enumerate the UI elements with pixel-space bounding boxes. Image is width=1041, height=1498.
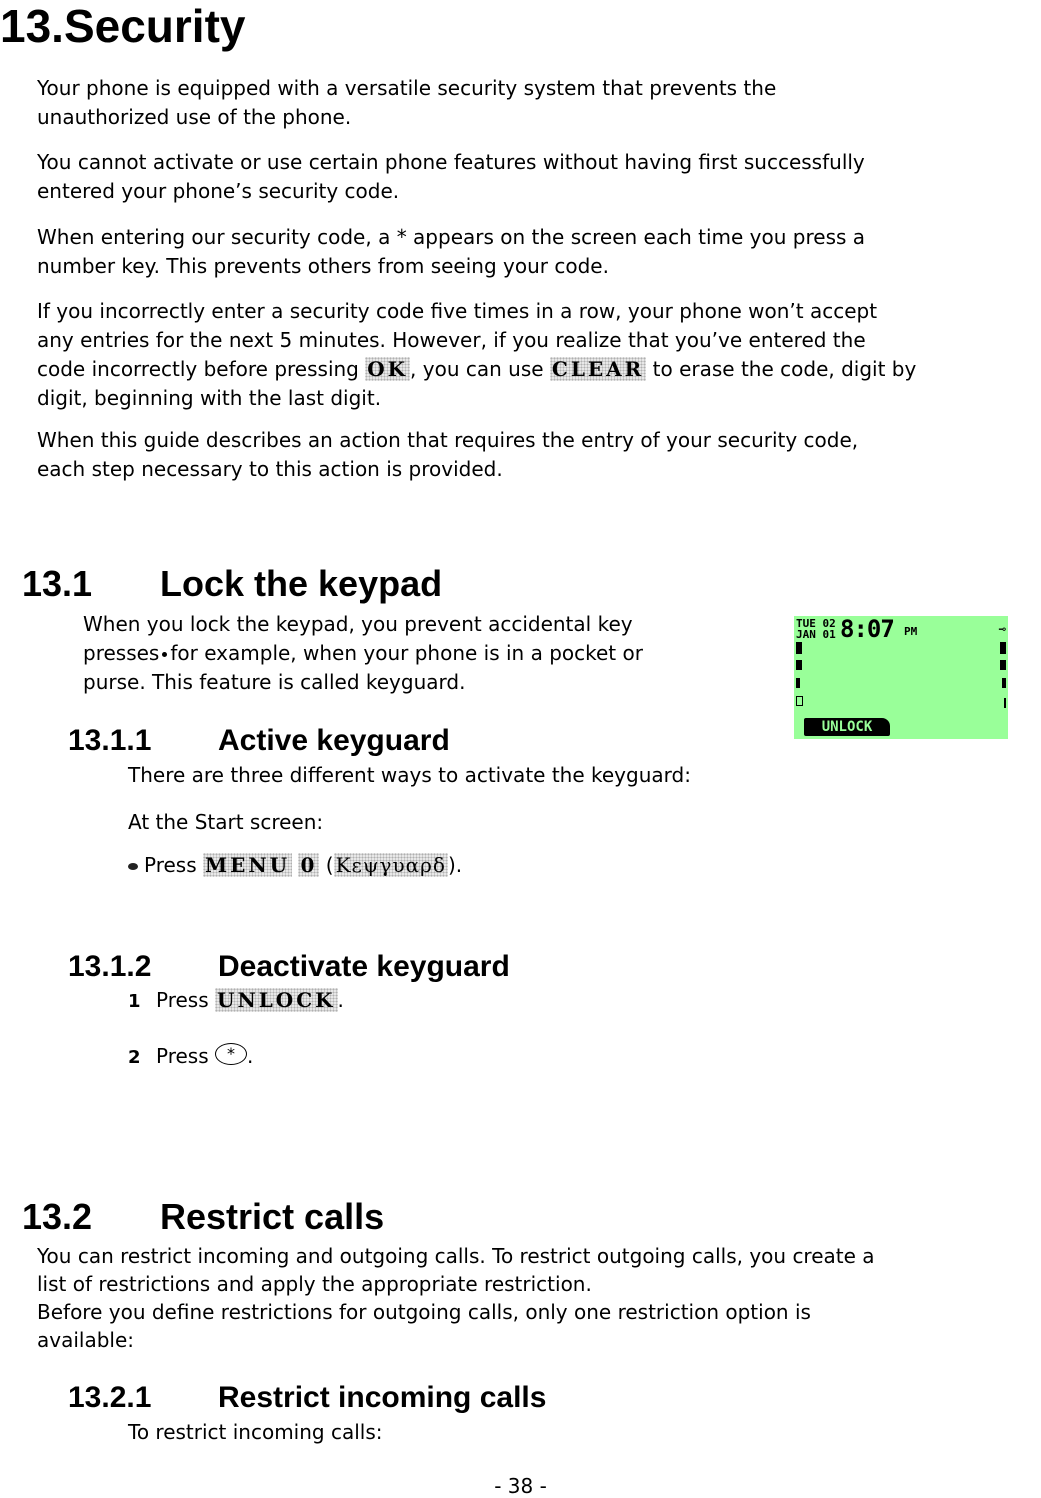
section-13-2-1-heading [68, 1381, 546, 1415]
phone-screen-image [794, 616, 1008, 739]
keyguard-key-label: Κεψγυαρδ [335, 853, 446, 877]
step-1: 1 Press UNLOCK . [128, 988, 344, 1012]
section-13-1-2-heading [68, 950, 510, 984]
clear-key-label: CLEAR [551, 357, 645, 381]
text-line: You can restrict incoming and outgoing calls. To restrict outgoing calls, you create a [37, 1244, 875, 1268]
text-line: purse. This feature is called keyguard. [83, 670, 466, 694]
text-line: Before you define restrictions for outgoing calls, only one restriction option is [37, 1300, 811, 1324]
intro-paragraph-3 [37, 223, 865, 281]
signal-bar-icon [796, 660, 802, 670]
phone-ampm: PM [904, 625, 918, 638]
antenna-icon [1004, 698, 1006, 708]
section-title: Restrict calls [160, 1196, 385, 1237]
intro-paragraph-1 [37, 74, 776, 132]
section-13-1-body [83, 610, 643, 697]
section-number: 13.1.1 [68, 724, 152, 757]
section-number: 13.2.1 [68, 1381, 152, 1414]
signal-bar-icon [796, 642, 802, 654]
bullet-dot-icon [162, 652, 167, 657]
text-line: Your phone is equipped with a versatile security system that prevents the [37, 76, 777, 100]
page-number: - 38 - [494, 1474, 547, 1498]
signal-bar-icon [796, 678, 800, 688]
section-title: Restrict incoming calls [218, 1381, 547, 1414]
section-13-2-heading [22, 1197, 384, 1237]
section-13-2-body [37, 1242, 875, 1354]
text-line: If you incorrectly enter a security code five times in a row, your phone won’t accept [37, 299, 878, 323]
text-line: code incorrectly before pressing OK , you can use CLEAR to erase the code, digit by [37, 357, 917, 381]
text-line: entered your phone’s security code. [37, 179, 400, 203]
key-icon: ⊸ [998, 622, 1006, 636]
text-line: list of restrictions and apply the appropriate restriction. [37, 1272, 592, 1296]
text-line: When this guide describes an action that requires the entry of your security code, [37, 428, 859, 452]
battery-bar-icon [1002, 678, 1006, 688]
text-line: unauthorized use of the phone. [37, 105, 352, 129]
phone-date: TUE 02 JAN 01 [796, 617, 836, 641]
text-line: When you lock the keypad, you prevent accidental key [83, 612, 633, 636]
intro-paragraph-5 [37, 426, 858, 484]
star-key-icon: * [215, 1043, 247, 1065]
unlock-softkey: UNLOCK [804, 718, 890, 736]
ok-key-label: OK [367, 357, 409, 381]
battery-bar-icon [1000, 660, 1006, 670]
text-line: There are three different ways to activate the keyguard: [128, 763, 691, 787]
text-line: number key. This prevents others from seeing your code. [37, 254, 609, 278]
text-line: When entering our security code, a * appears on the screen each time you press a [37, 225, 866, 249]
text-line: To restrict incoming calls: [128, 1420, 383, 1444]
unlock-key-label: UNLOCK [217, 988, 336, 1012]
section-number: 13.1 [22, 563, 93, 604]
phone-time: 8:07 [840, 615, 894, 643]
page-title: 13.Security [0, 0, 246, 52]
step-2: 2 Press * . [128, 1044, 254, 1068]
section-title: Deactivate keyguard [218, 950, 510, 983]
text-line: available: [37, 1328, 135, 1352]
section-number: 13.1.2 [68, 950, 152, 983]
intro-paragraph-4 [37, 297, 916, 413]
battery-bar-icon [1000, 642, 1006, 654]
section-13-1-1-heading [68, 724, 450, 758]
text-line: You cannot activate or use certain phone features without having first successfully [37, 150, 865, 174]
signal-base-icon [796, 696, 803, 706]
zero-key-label: 0 [300, 853, 318, 877]
bullet-icon [128, 863, 138, 870]
activate-instruction: Press MENU 0 ( Κεψγυαρδ ). [128, 851, 462, 880]
text-line: any entries for the next 5 minutes. However, if you realize that you’ve entered the [37, 328, 866, 352]
section-title: Active keyguard [218, 724, 450, 757]
intro-paragraph-2 [37, 148, 865, 206]
text-line: each step necessary to this action is provided. [37, 457, 503, 481]
section-13-1-heading [22, 564, 442, 604]
text-line: digit, beginning with the last digit. [37, 386, 382, 410]
section-number: 13.2 [22, 1196, 93, 1237]
menu-key-label: MENU [205, 853, 291, 877]
section-title: Lock the keypad [160, 563, 443, 604]
text-line: At the Start screen: [128, 810, 324, 834]
text-line: presses for example, when your phone is in a pocket or [83, 641, 643, 665]
